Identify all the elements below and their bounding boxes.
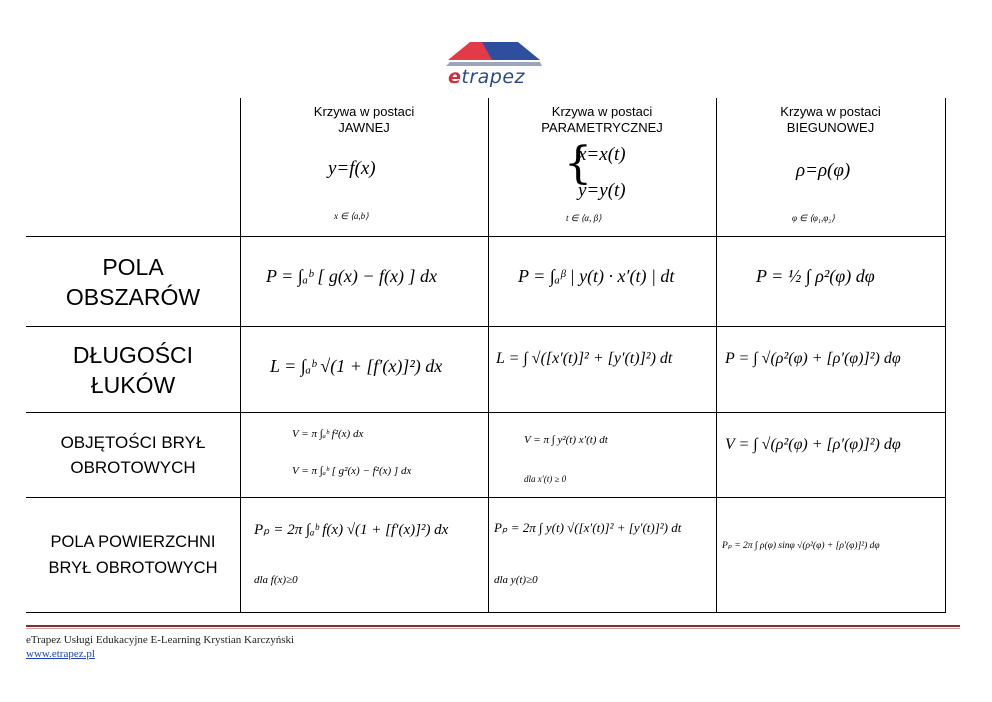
footer-website-link[interactable]: www.etrapez.pl <box>26 648 95 660</box>
formula-length-explicit: L = ∫ₐᵇ √(1 + [f′(x)]²) dx <box>270 356 443 376</box>
formula-volume-explicit-2: V = π ∫ₐᵇ [ g²(x) − f²(x) ] dx <box>292 465 412 477</box>
footer-rule <box>26 625 960 627</box>
header-jawnej-domain: x ∈ ⟨a,b⟩ <box>334 211 369 221</box>
formula-surface-explicit-condition: dla f(x)≥0 <box>254 574 298 586</box>
logo-wordmark: etrapez <box>448 66 526 88</box>
header-biegunowej-domain: φ ∈ ⟨φ₁,φ₂⟩ <box>792 213 835 223</box>
formula-volume-explicit-1: V = π ∫ₐᵇ f²(x) dx <box>292 428 364 440</box>
header-param-formula-y: y=y(t) <box>578 180 626 201</box>
header-biegunowej-formula: ρ=ρ(φ) <box>796 160 851 181</box>
formula-volume-parametric: V = π ∫ y²(t) x′(t) dt <box>524 434 608 446</box>
header-parametrycznej: Krzywa w postaci PARAMETRYCZNEJ <box>541 104 663 135</box>
formula-surface-parametric: Pₚ = 2π ∫ y(t) √([x′(t)]² + [y′(t)]²) dt <box>494 520 682 535</box>
footer-rule-secondary <box>26 628 960 629</box>
row-label-dlugosci-lukow: DŁUGOŚCI ŁUKÓW <box>72 341 194 398</box>
formula-area-parametric: P = ∫ₐᵝ | y(t) · x′(t) | dt <box>518 266 675 286</box>
formula-surface-parametric-condition: dla y(t)≥0 <box>494 574 538 586</box>
formula-volume-polar: V = ∫ √(ρ²(φ) + [ρ′(φ)]²) dφ <box>725 436 901 453</box>
formula-volume-parametric-condition: dla x′(t) ≥ 0 <box>524 474 567 484</box>
row-label-pola-obszarow: POLA OBSZARÓW <box>65 253 201 310</box>
formula-length-polar: P = ∫ √(ρ²(φ) + [ρ′(φ)]²) dφ <box>725 350 901 367</box>
header-param-brace: { <box>564 138 592 189</box>
footer-company: eTrapez Usługi Edukacyjne E-Learning Krystian Karczyński <box>26 634 295 646</box>
formula-area-explicit: P = ∫ₐᵇ [ g(x) − f(x) ] dx <box>266 266 437 286</box>
formula-surface-explicit: Pₚ = 2π ∫ₐᵇ f(x) √(1 + [f′(x)]²) dx <box>254 522 449 538</box>
header-jawnej-formula: y=f(x) <box>328 158 376 179</box>
header-param-formula-x: x=x(t) <box>578 144 626 165</box>
row-label-objetosci: OBJĘTOŚCI BRYŁ OBROTOWYCH <box>60 433 206 477</box>
row-label-pola-powierzchni: POLA POWIERZCHNI BRYŁ OBROTOWYCH <box>48 533 218 577</box>
formula-area-polar: P = ½ ∫ ρ²(φ) dφ <box>756 266 875 286</box>
header-biegunowej: Krzywa w postaci BIEGUNOWEJ <box>780 104 881 135</box>
header-jawnej: Krzywa w postaci JAWNEJ <box>313 104 415 135</box>
formula-length-parametric: L = ∫ √([x′(t)]² + [y′(t)]²) dt <box>496 350 673 367</box>
header-param-domain: t ∈ ⟨α, β⟩ <box>566 213 602 223</box>
formula-surface-polar: Pₚ = 2π ∫ ρ(φ) sinφ √(ρ²(φ) + [ρ′(φ)]²) dφ <box>722 541 880 551</box>
